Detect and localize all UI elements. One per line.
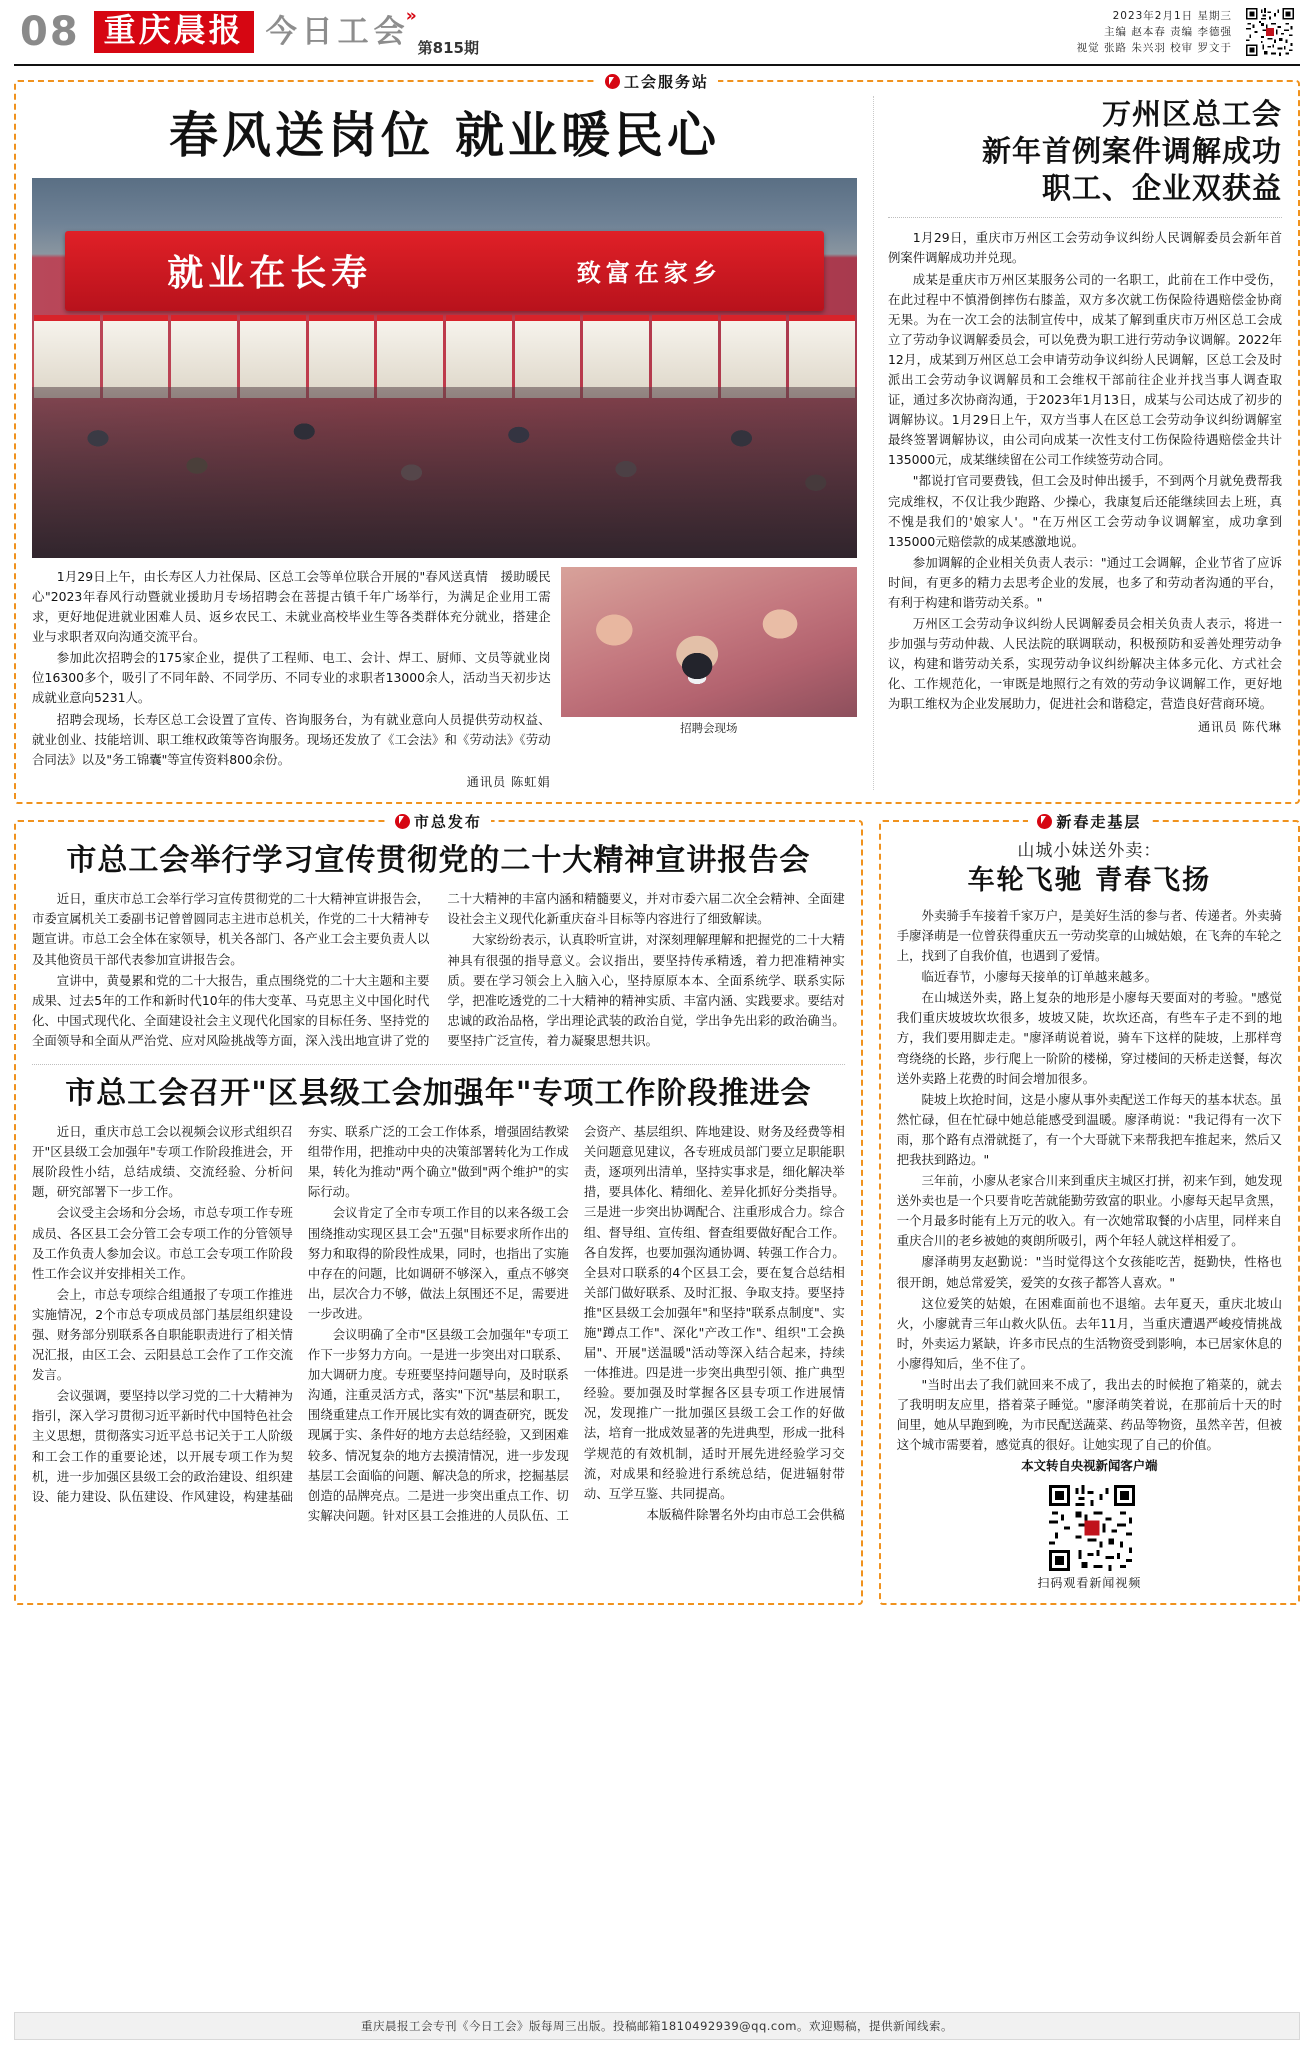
photo-caption: 招聘会现场 <box>680 720 738 735</box>
pin-icon <box>395 814 410 829</box>
wanzhou-para-4: 参加调解的企业相关负责人表示："通过工会调解，企业节省了应诉时间，有更多的精力去思考企业的发展，也多了和劳动者沟通的平台，有利于构建和谐劳动关系。" <box>888 554 1282 611</box>
band-label: 新春走基层 <box>1056 812 1142 831</box>
band-grassroots <box>881 811 1298 832</box>
masthead-info <box>1077 8 1240 57</box>
report-meeting-story <box>32 842 845 1052</box>
editor-credits: 主编 赵本春 责编 李德强 <box>1103 25 1232 38</box>
lead-headline: 春风送岗位 就业暖民心 <box>168 107 721 164</box>
lead-para-1: 1月29日上午，由长寿区人力社保局、区总工会等单位联合开展的"春风送真情 援助暖民心"2023年春风行动暨就业援助月专场招聘会在菩提古镇千年广场举行，为满足企业用工需求，更好地促进就业困难人员、返乡农民工、未就业高校毕业生等各类群体充分就业，搭建企业与求职者双向沟通交流平台。 <box>32 568 551 645</box>
delivery-kicker: 山城小妹送外卖： <box>1017 840 1162 861</box>
band-label: 工会服务站 <box>623 73 709 91</box>
pin-icon <box>605 74 620 89</box>
qr-code-icon[interactable] <box>1246 8 1294 56</box>
publication-date: 2023年2月1日 星期三 <box>1112 9 1232 22</box>
crowd-area <box>32 387 857 558</box>
delivery-headline: 车轮飞驰 青春飞扬 <box>967 864 1212 896</box>
supplement-title: 今日工会 <box>265 13 410 50</box>
wanzhou-para-1: 1月29日，重庆市万州区工会劳动争议纠纷人民调解委员会新年首例案件调解成功并兑现。 <box>888 230 1282 266</box>
wanzhou-body <box>888 228 1282 714</box>
wanzhou-headline-line-3: 职工、企业双获益 <box>1041 171 1282 206</box>
banner-text-sub: 致富在家乡 <box>576 259 722 288</box>
page-footer <box>14 2012 1300 2040</box>
newspaper-nameplate: 重庆晨报 <box>94 11 254 53</box>
secondary-photo <box>561 567 857 717</box>
wanzhou-para-5: 万州区工会劳动争议纠纷人民调解委员会相关负责人表示，将进一步加强与劳动仲裁、人民法院的联调联动，积极预防和妥善处理劳动争议，构建和谐劳动关系，实现劳动争议纠纷解决主体多元化、方式社会化、工作规范化，一审既是地照行之有效的劳动争议调解工作，更好地为职工维权为企业发展助力，促进社会和谐稳定，营造良好营商环境。 <box>888 616 1282 712</box>
promo-para-2: 会议受主会场和分会场，市总专项工作专班成员、各区县工会分管工会专项工作的分管领导及工作负责人参加会议。市总工会专项工作阶段性工作会议并安排相关工作。 <box>32 1205 293 1281</box>
promo-para-6: 会议明确了全市"区县级工会加强年"专项工作下一步努力方向。一是进一步突出对口联系、加大调研力度。专班要坚持问题导向，及时联系沟通，注重灵活方式，落实"下沉"基层和职工，围绕重建点工作开展比实有效的调查研究，既发现属于实、条件好的地方去总结经验，又到困难较多、情况复杂的地方去摸清情况，进一步发现基层工会面临的问题、解决急的所求，挖掘基层创造的品牌亮点。二是进一步突出重点工作、切实解决问题。针对区县工会推进的人员队伍、工会资产、基层组织、阵地建设、财务及经费等相关问题意见建议，各专班成员部门要立足职能职责，逐项列出清单，坚持实事求是，细化解决举措，要具体化、精细化、差异化抓好分类指导。三是进一步突出协调配合、注重形成合力。综合组、督导组、宣传组、督查组要做好配合工作。各自发挥，也要加强沟通协调、转强工作合力。全县对口联系的4个区县工会，要在复合总结相关部门做好联系、及时汇报、争取支持。要坚持推"区县级工会加强年"和坚持"联系点制度"、实施"蹲点工作"、深化"产改工作"、组织"工会换届"、开展"送温暖"活动等深入结合起来，持续一体推进。四是进一步突出典型引领、推广典型经验。要加强及时掌握各区县专项工作进展情况，发现推广一批加强区县级工会工作的好做法，培育一批成效显著的先进典型，形成一批科学规范的有效机制，适时开展先进经验学习交流，对成果和经验进行系统总结，促进辐射带动、互学互鉴、共同提高。 <box>307 1124 845 1523</box>
delivery-para-8: "当时出去了我们就回来不成了，我出去的时候抱了箱菜的，就去了我明明友应里，搭着菜子睡觉。"廖泽萌笑着说，在那前后十天的时间里，她从早跑到晚，为市民配送蔬菜、药品等物资，虽然辛苦，但被这个城市需要着，感觉真的很好。让她实现了自己的价值。 <box>896 1377 1282 1453</box>
delivery-para-5: 三年前，小廖从老家合川来到重庆主城区打拼，初来乍到，她发现送外卖也是一个只要肯吃苦就能勤劳致富的职业。小廖每天起早贪黑，一个月最多时能有上万元的收入。有一次她常取餐的小店里，同样来自重庆合川的老乡被她的爽朗所吸引，两个年轻人就这样相爱了。 <box>896 1173 1282 1249</box>
band-label: 市总发布 <box>413 812 482 831</box>
promo-para-1: 近日，重庆市总工会以视频会议形式组织召开"区县级工会加强年"专项工作阶段推进会，开展阶段性小结，总结成绩、交流经验、分析问题，研究部署下一步工作。 <box>32 1124 293 1200</box>
lead-photo <box>32 178 857 558</box>
visual-credits: 视觉 张路 朱兴羽 校审 罗文于 <box>1076 42 1232 55</box>
band-city-release <box>16 811 861 832</box>
lead-story <box>32 96 857 790</box>
delivery-para-6: 廖泽萌男友赵勤说："当时觉得这个女孩能吃苦，挺勤快，性格也很开朗，她总常爱笑，爱笑的女孩子都答人喜欢。" <box>896 1254 1282 1290</box>
pin-icon <box>1037 814 1052 829</box>
report-meeting-headline: 市总工会举行学习宣传贯彻党的二十大精神宣讲报告会 <box>66 842 811 878</box>
wanzhou-headline-line-1: 万州区总工会 <box>1101 97 1282 131</box>
wanzhou-byline: 通讯员 陈代琳 <box>1198 719 1282 734</box>
report-para-3: 大家纷纷表示，认真聆听宣讲，对深刻理解理解和把握党的二十大精神具有很强的指导意义。会议指出，要坚持传承精透，着力把准精神实质。要在学习领会上入脑入心，坚持原原本本、全面系统学、联系实际学，把准吃透党的二十大精神的精神实质、丰富内涵、实践要求。要结对忠诚的政治品格，学出理论武装的政治自觉，学出争先出彩的政治确当。要坚持广泛宣传，着力凝聚思想共识。 <box>447 932 845 1048</box>
delivery-source-note: 本文转自央视新闻客户端 <box>1021 1458 1158 1474</box>
wanzhou-para-2: 成某是重庆市万州区某服务公司的一名职工，此前在工作中受伤，在此过程中不慎滑倒摔伤右膝盖，双方多次就工伤保险待遇赔偿金协商无果。为在一次工会的法制宣传中，成某了解到重庆市万州区总工会成立了劳动争议调解委员会，可以免费为职工进行劳动争议调解。2022年12月，成某到万州区总工会申请劳动争议纠纷人民调解，区总工会及时派出工会劳动争议调解员和工会维权干部前往企业并找当事人调查取证，通过多次协商沟通，于2023年1月13日，成某与公司达成了初步的调解协议。1月29日上午，双方当事人在区总工会劳动争议纠纷调解室最终签署调解协议，由公司向成某一次性支付工伤保险待遇赔偿金共计135000元，成某继续留在公司工作续签劳动合同。 <box>888 271 1282 468</box>
report-meeting-body <box>32 889 845 1051</box>
promotion-meeting-story <box>32 1075 845 1526</box>
promo-para-4: 会议强调，要坚持以学习党的二十大精神为指引，深入学习贯彻习近平新时代中国特色社会主义思想，贯彻落实习近平总书记关于工人阶级和工会工作的重要论述，以开展专项工作为契机，进一步加强区县级工会的政治建设、组织建设、能力建设、队伍建设、作风建设，构建基础夯实、联系广泛的工会工作体系，增强固结教梁组带作用，把推动中央的决策部署转化为工作成果，转化为推动"两个确立"做到"两个维护"的实际行动。 <box>32 1124 569 1504</box>
grassroots-block <box>879 812 1300 1605</box>
report-para-1: 近日，重庆市总工会举行学习宣传贯彻党的二十大精神宣讲报告会，市委宣属机关工委副书记曾曾圆同志主进市总机关，作党的二十大精神专题宣讲。市总工会全体在家领导，机关各部门、各产业工会主要负责人以及其他资员干部代表参加宣讲报告会。 <box>32 891 430 967</box>
delivery-para-4: 陡坡上坎抢时间，这是小廖从事外卖配送工作每天的基本状态。虽然忙碌，但在忙碌中她总能感受到温暖。廖泽萌说："我记得有一次下雨，那个路有点滑就挺了，有一个大哥就下来帮我把车推起来，然后又把我扶到路边。" <box>896 1091 1282 1168</box>
delivery-para-2: 临近春节，小廖每天接单的订单越来越多。 <box>921 969 1157 985</box>
city-release-block <box>14 812 863 1605</box>
promo-para-3: 会上，市总专项综合组通报了专项工作推进实施情况，2个市总专项成员部门基层组织建设强、财务部分别联系各自职能职责进行了相关情况汇报，由区工会、云阳县总工会作了工作交流发言。 <box>32 1286 293 1383</box>
lead-byline: 通讯员 陈虹娟 <box>466 774 551 789</box>
delivery-para-3: 在山城送外卖，路上复杂的地形是小廖每天要面对的考验。"感觉我们重庆坡坡坎坎很多，坡坡又陡，坎坎还高，有些车子走不到的地方，我们要用脚走走。"廖泽萌说着说，骑车下这样的陡坡，上那样弯弯绕绕的长路，步行爬上一阶阶的楼梯，穿过楼间的天桥走送餐，每次送外卖路上花费的时间会增加很多。 <box>896 990 1282 1086</box>
chevron-right-icon: » <box>405 6 417 26</box>
photo-banner <box>65 231 824 311</box>
page-number: 08 <box>20 9 80 55</box>
delivery-para-7: 这位爱笑的姑娘，在困难面前也不退缩。去年夏天，重庆北坡山火，小廖就青三年山救火队伍。去年11月，当重庆遭遇严峻疫情挑战时，外卖运力紧缺，许多市民点的生活物资受到影响，本已居家休息的小廖得知后，坐不住了。 <box>896 1295 1282 1371</box>
lead-para-2: 参加此次招聘会的175家企业，提供了工程师、电工、会计、焊工、厨师、文员等就业岗位16300多个，吸引了不同年龄、不同学历、不同专业的求职者13000余人，活动当天初步达成就业意向5231人。 <box>32 650 551 706</box>
delivery-para-1: 外卖骑手车接着千家万户，是美好生活的参与者、传递者。外卖骑手廖泽萌是一位曾获得重庆五一劳动奖章的山城姑娘，在飞奔的车轮之上，找到了自我价值，也遇到了爱情。 <box>896 907 1282 964</box>
delivery-body <box>897 906 1282 1477</box>
report-para-2: 宣讲中，黄曼累和党的二十大报告，重点围绕党的二十大主题和主要成果、过去5年的工作和新时代10年的伟大变革、马克思主义中国化时代化、中国式现代化、全面建设社会主义现代化国家的目标任务、坚持党的全面领导和全面从严治党、应对风险挑战等方面，深入浅出地宣讲了党的二十大精神的丰富内涵和精髓要义，并对市委六届二次全会精神、全面建设社会主义现代化新重庆奋斗目标等内容进行了细致解读。 <box>32 891 845 1048</box>
union-service-block <box>14 73 1300 804</box>
delivery-story <box>897 836 1282 1591</box>
wanzhou-headline <box>888 96 1282 207</box>
masthead <box>14 0 1300 66</box>
wanzhou-para-3: "都说打官司要费钱，但工会及时伸出援手，不到两个月就免费帮我完成维权，不仅让我少跑路、少操心，我康复后还能继续回去上班，真不愧是我们的'娘家人'。"在万州区工会劳动争议调解室，成功拿到135000元赔偿款的成某感激地说。 <box>888 473 1282 549</box>
footer-text: 重庆晨报工会专刊《今日工会》版每周三出版。投稿邮箱1810492939@qq.com。欢迎赐稿，提供新闻线索。 <box>361 2019 953 2033</box>
lead-body <box>32 567 551 770</box>
wanzhou-headline-line-2: 新年首例案件调解成功 <box>981 134 1282 169</box>
wanzhou-story <box>873 96 1282 790</box>
promotion-meeting-body <box>32 1122 845 1526</box>
qr-code-icon[interactable] <box>1049 1485 1135 1571</box>
promo-para-5: 会议肯定了全市专项工作目的以来各级工会围绕推动实现区县工会"五强"目标要求所作出的努力和取得的阶段性成果，同时，也指出了实施中存在的问题，比如调研不够深入，重点不够突出，层次合力不够，做法上氛围还不足，需要进一步改进。 <box>307 1205 569 1321</box>
booth-row <box>32 315 857 399</box>
qr-caption: 扫码观看新闻视频 <box>1037 1575 1142 1590</box>
promotion-meeting-headline: 市总工会召开"区县级工会加强年"专项工作阶段推进会 <box>65 1075 812 1111</box>
band-union-service <box>16 71 1298 92</box>
lead-para-3: 招聘会现场，长寿区总工会设置了宣传、咨询服务台，为有就业意向人员提供劳动权益、就业创业、技能培训、职工维权政策等咨询服务。现场还发放了《工会法》和《劳动法》《劳动合同法》以及"务工锦囊"等宣传资料800余份。 <box>32 711 551 767</box>
promo-source-note: 本版稿件除署名外均由市总工会供稿 <box>646 1506 845 1522</box>
issue-number: 第815期 <box>417 39 479 57</box>
banner-text-main: 就业在长寿 <box>167 253 373 295</box>
